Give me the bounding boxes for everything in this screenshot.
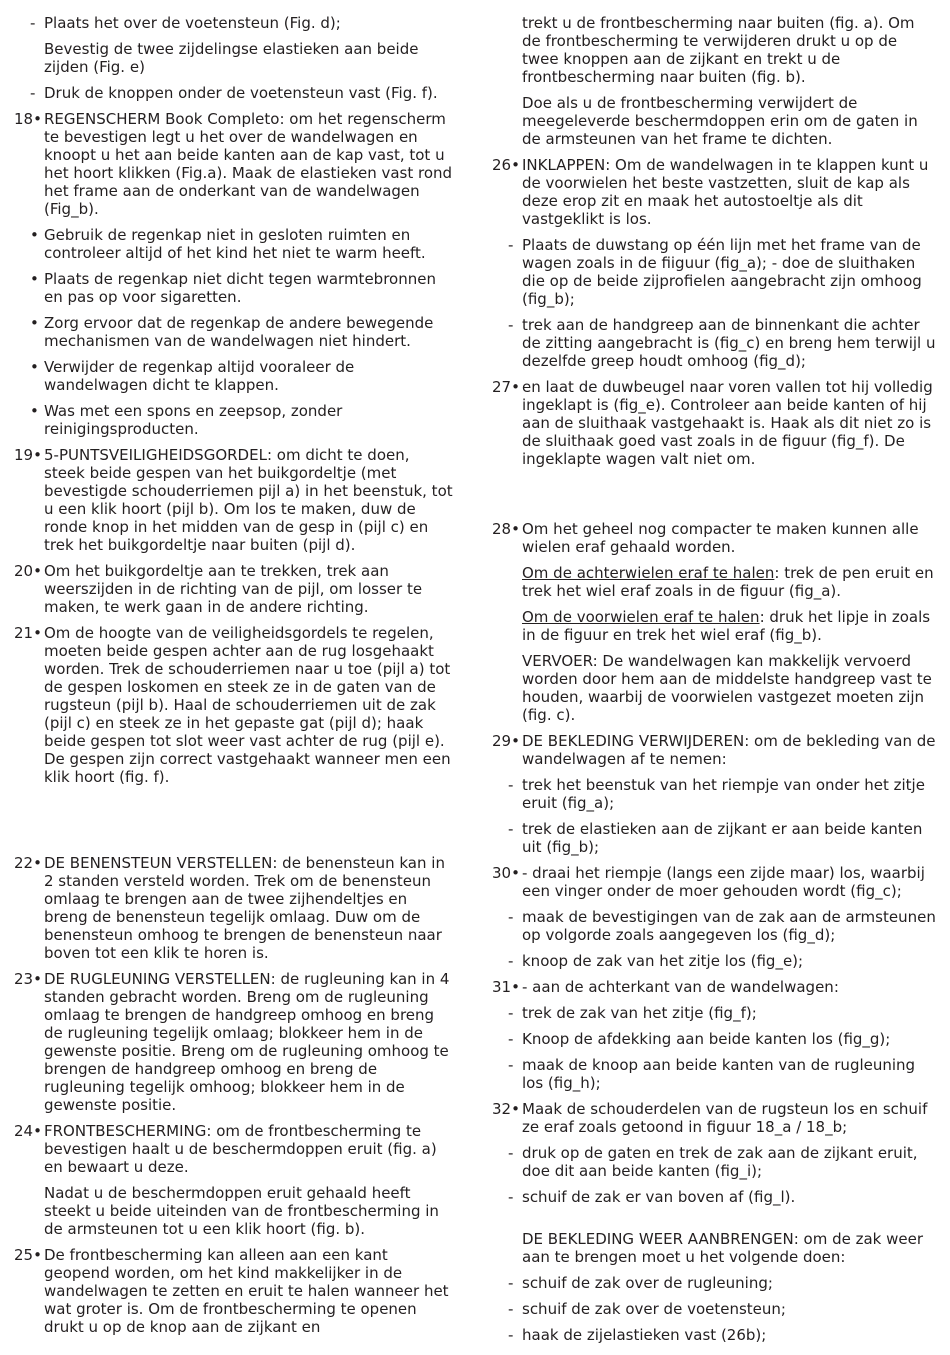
paragraph-text: De frontbescherming kan alleen aan een kant geopend worden, om het kind makkelijker in de wandelwagen te zetten en eruit te halen wanneer het wat groter is. Om de frontbescherming te openen drukt u op de knop aan de zijkant en xyxy=(44,1246,449,1336)
paragraph-text: Plaats de duwstang op één lijn met het frame van de wagen zoals in de fiiguur (fig_a); - doe de sluithaken die op de beide zijprofielen aangebracht zijn omhoog (fig_b); xyxy=(522,236,922,308)
paragraph-text: haak de zijelastieken vast (26b); xyxy=(522,1326,767,1344)
list-item xyxy=(14,14,454,32)
paragraph-text xyxy=(522,564,938,600)
paragraph-text: Maak de schouderdelen van de rugsteun los en schuif ze eraf zoals getoond in figuur 18_a / 18_b; xyxy=(522,1100,928,1136)
numbered-paragraph xyxy=(14,854,454,962)
item-number: 29• xyxy=(492,732,520,750)
paragraph-text: schuif de zak er van boven af (fig_l). xyxy=(522,1188,796,1206)
item-number: 19• xyxy=(14,446,42,464)
item-number: 30• xyxy=(492,864,520,882)
paragraph-text: Druk de knoppen onder de voetensteun vast (Fig. f). xyxy=(44,84,438,102)
paragraph-text: Om het buikgordeltje aan te trekken, trek aan weerszijden in de richting van de pijl, om losser te maken, te werk gaan in de andere richting. xyxy=(44,562,423,616)
paragraph-text: trekt u de frontbescherming naar buiten (fig. a). Om de frontbescherming te verwijderen drukt u op de twee knoppen aan de zijkant en trekt u de frontbescherming naar buiten (fig. b). xyxy=(522,14,915,86)
list-item xyxy=(492,776,938,812)
paragraph-text: Plaats de regenkap niet dicht tegen warmtebronnen en pas op voor sigaretten. xyxy=(44,270,436,306)
item-number: 21• xyxy=(14,624,42,642)
paragraph xyxy=(14,40,454,76)
numbered-paragraph xyxy=(492,978,938,996)
numbered-paragraph xyxy=(492,156,938,228)
item-number: 24• xyxy=(14,1122,42,1140)
paragraph xyxy=(492,1230,938,1266)
item-number: 25• xyxy=(14,1246,42,1264)
numbered-paragraph xyxy=(492,732,938,768)
paragraph-text xyxy=(522,608,938,644)
paragraph-text: maak de bevestigingen van de zak aan de armsteunen op volgorde zoals aangegeven los (fig_d); xyxy=(522,908,936,944)
bullet-marker: - xyxy=(508,908,514,926)
item-number: 23• xyxy=(14,970,42,988)
bullet-marker: - xyxy=(508,1188,514,1206)
bullet-marker: - xyxy=(508,316,514,334)
paragraph-text: Om de hoogte van de veiligheidsgordels te regelen, moeten beide gespen achter aan de rug losgehaakt worden. Trek de schouderriemen naar u toe (pijl a) tot de gespen loskomen en steek ze in de gaten van de rugsteun (pijl b). Haal de schouderriemen uit de zak (pijl c) en steek ze in het gepaste gat (pijl d); haak beide gespen tot slot weer vast achter de rug (pijl e). De gespen zijn correct vastgehaakt wanneer men een klik hoort (fig. f). xyxy=(44,624,451,786)
paragraph-text: REGENSCHERM Book Completo: om het regenscherm te bevestigen legt u het over de wandelwagen en knoopt u het aan beide kanten aan de kap vast, tot u het hoort klikken (Fig.a). Maak de elastieken vast rond het frame aan de onderkant van de wandelwagen (Fig_b). xyxy=(44,110,453,218)
bullet-marker: • xyxy=(30,358,39,376)
list-item xyxy=(14,84,454,102)
paragraph-text: 5-PUNTSVEILIGHEIDSGORDEL: om dicht te doen, steek beide gespen van het buikgordeltje (met bevestigde schouderriemen pijl a) in het beenstuk, tot u een klik hoort (pijl b). Om los te maken, duw de ronde knop in het midden van de gesp in (pijl c) en trek het buikgordeltje naar buiten (pijl d). xyxy=(44,446,453,554)
paragraph-text: trek de zak van het zitje (fig_f); xyxy=(522,1004,757,1022)
list-item xyxy=(492,1144,938,1180)
paragraph-text: Verwijder de regenkap altijd vooraleer de wandelwagen dicht te klappen. xyxy=(44,358,355,394)
paragraph-text: Plaats het over de voetensteun (Fig. d); xyxy=(44,14,341,32)
list-item xyxy=(492,1188,938,1206)
paragraph-text: Was met een spons en zeepsop, zonder reinigingsproducten. xyxy=(44,402,343,438)
item-number: 31• xyxy=(492,978,520,996)
paragraph-text: DE BEKLEDING WEER AANBRENGEN: om de zak weer aan te brengen moet u het volgende doen: xyxy=(522,1230,924,1266)
paragraph-text: trek het beenstuk van het riempje van onder het zitje eruit (fig_a); xyxy=(522,776,925,812)
paragraph-text: trek aan de handgreep aan de binnenkant die achter de zitting aangebracht is (fig_c) en breng hem terwijl u dezelfde greep houdt omhoog (fig_d); xyxy=(522,316,936,370)
list-item xyxy=(492,1274,938,1292)
paragraph-text: trek de elastieken aan de zijkant er aan beide kanten uit (fig_b); xyxy=(522,820,923,856)
paragraph xyxy=(492,608,938,644)
list-item xyxy=(492,908,938,944)
paragraph-text: - aan de achterkant van de wandelwagen: xyxy=(522,978,839,996)
item-number: 22• xyxy=(14,854,42,872)
list-item xyxy=(14,226,454,262)
bullet-marker: - xyxy=(508,1326,514,1344)
bullet-marker: - xyxy=(508,1300,514,1318)
list-item xyxy=(492,1030,938,1048)
bullet-marker: - xyxy=(508,1144,514,1162)
paragraph-text: knoop de zak van het zitje los (fig_e); xyxy=(522,952,804,970)
paragraph-text: DE BEKLEDING VERWIJDEREN: om de bekleding van de wandelwagen af te nemen: xyxy=(522,732,936,768)
bullet-marker: - xyxy=(508,776,514,794)
list-item xyxy=(492,952,938,970)
list-item xyxy=(492,820,938,856)
paragraph-text: VERVOER: De wandelwagen kan makkelijk vervoerd worden door hem aan de middelste handgreep vast te houden, waarbij de voorwielen vastgezet moeten zijn (fig. c). xyxy=(522,652,932,724)
list-item xyxy=(14,402,454,438)
paragraph-body: : druk het lipje in zoals in de figuur en trek het wiel eraf (fig_b). xyxy=(522,608,931,644)
paragraph-text: Bevestig de twee zijdelingse elastieken aan beide zijden (Fig. e) xyxy=(44,40,419,76)
bullet-marker: - xyxy=(508,1004,514,1022)
list-item xyxy=(492,1056,938,1092)
paragraph xyxy=(492,564,938,600)
numbered-paragraph xyxy=(14,1246,454,1336)
right-column xyxy=(492,14,938,1352)
paragraph-text: Knoop de afdekking aan beide kanten los (fig_g); xyxy=(522,1030,891,1048)
list-item xyxy=(14,270,454,306)
paragraph xyxy=(492,94,938,148)
paragraph-text: Doe als u de frontbescherming verwijdert de meegeleverde beschermdoppen erin om de gaten in de armsteunen van het frame te dichten. xyxy=(522,94,918,148)
bullet-marker: - xyxy=(508,820,514,838)
bullet-marker: - xyxy=(508,1056,514,1074)
paragraph-text: DE BENENSTEUN VERSTELLEN: de benensteun kan in 2 standen versteld worden. Trek om de benensteun omlaag te brengen aan de twee zijhendeltjes en breng de benensteun tegelijk omlaag. Duw om de benensteun omhoog te brengen de benensteun naar boven tot een klik te horen is. xyxy=(44,854,445,962)
item-number: 28• xyxy=(492,520,520,538)
numbered-paragraph xyxy=(14,1122,454,1176)
list-item xyxy=(492,316,938,370)
paragraph-text: Zorg ervoor dat de regenkap de andere bewegende mechanismen van de wandelwagen niet hindert. xyxy=(44,314,434,350)
bullet-marker: • xyxy=(30,270,39,288)
list-item xyxy=(492,1326,938,1344)
list-item xyxy=(492,1004,938,1022)
bullet-marker: - xyxy=(508,236,514,254)
paragraph-text: Om het geheel nog compacter te maken kunnen alle wielen eraf gehaald worden. xyxy=(522,520,919,556)
item-number: 26• xyxy=(492,156,520,174)
paragraph xyxy=(492,652,938,724)
underlined-heading: Om de voorwielen eraf te halen xyxy=(522,608,760,626)
paragraph-text: druk op de gaten en trek de zak aan de zijkant eruit, doe dit aan beide kanten (fig_i); xyxy=(522,1144,918,1180)
numbered-paragraph xyxy=(14,446,454,554)
bullet-marker: - xyxy=(508,952,514,970)
numbered-paragraph xyxy=(14,110,454,218)
paragraph-text: - draai het riempje (langs een zijde maar) los, waarbij een vinger onder de moer gehouden wordt (fig_c); xyxy=(522,864,925,900)
item-number: 27• xyxy=(492,378,520,396)
bullet-marker: - xyxy=(508,1274,514,1292)
left-column xyxy=(14,14,454,1344)
paragraph-text: DE RUGLEUNING VERSTELLEN: de rugleuning kan in 4 standen gebracht worden. Breng om de rugleuning omlaag te brengen de handgreep omhoog en breng de rugleuning tegelijk omlaag; blokkeer hem in de gewenste positie. Breng om de rugleuning omhoog te brengen de handgreep omhoog en breng de rugleuning tegelijk omhoog; blokkeer hem in de gewenste positie. xyxy=(44,970,450,1114)
paragraph xyxy=(492,14,938,86)
paragraph-text: Nadat u de beschermdoppen eruit gehaald heeft steekt u beide uiteinden van de frontbescherming in de armsteunen tot u een klik hoort (fig. b). xyxy=(44,1184,439,1238)
bullet-marker: • xyxy=(30,314,39,332)
paragraph-text: FRONTBESCHERMING: om de frontbescherming te bevestigen haalt u de beschermdoppen eruit (fig. a) en bewaart u deze. xyxy=(44,1122,437,1176)
list-item xyxy=(492,1300,938,1318)
paragraph-text: en laat de duwbeugel naar voren vallen tot hij volledig ingeklapt is (fig_e). Controleer aan beide kanten of hij aan de sluithaak vastgehaakt is. Haak als dit niet zo is de sluithaak goed vast zoals in de figuur (fig_f). De ingeklapte wagen valt niet om. xyxy=(522,378,933,468)
paragraph-text: INKLAPPEN: Om de wandelwagen in te klappen kunt u de voorwielen het beste vastzetten, sluit de kap als deze erop zit en maak het autostoeltje als dit vastgeklikt is los. xyxy=(522,156,929,228)
paragraph-text: schuif de zak over de rugleuning; xyxy=(522,1274,773,1292)
paragraph xyxy=(14,1184,454,1238)
numbered-paragraph xyxy=(492,864,938,900)
list-item xyxy=(14,358,454,394)
list-item xyxy=(492,236,938,308)
paragraph-text: Gebruik de regenkap niet in gesloten ruimten en controleer altijd of het kind het niet te warm heeft. xyxy=(44,226,426,262)
item-number: 18• xyxy=(14,110,42,128)
list-item xyxy=(14,314,454,350)
item-number: 32• xyxy=(492,1100,520,1118)
paragraph-text: maak de knoop aan beide kanten van de rugleuning los (fig_h); xyxy=(522,1056,916,1092)
numbered-paragraph xyxy=(492,1100,938,1136)
bullet-marker: - xyxy=(508,1030,514,1048)
item-number: 20• xyxy=(14,562,42,580)
paragraph-text: schuif de zak over de voetensteun; xyxy=(522,1300,786,1318)
bullet-marker: • xyxy=(30,226,39,244)
numbered-paragraph xyxy=(14,562,454,616)
paragraph-body: : trek de pen eruit en trek het wiel eraf zoals in de figuur (fig_a). xyxy=(522,564,934,600)
bullet-marker: - xyxy=(30,14,36,32)
bullet-marker: • xyxy=(30,402,39,420)
underlined-heading: Om de achterwielen eraf te halen xyxy=(522,564,775,582)
bullet-marker: - xyxy=(30,84,36,102)
numbered-paragraph xyxy=(492,520,938,556)
numbered-paragraph xyxy=(14,970,454,1114)
numbered-paragraph xyxy=(492,378,938,468)
numbered-paragraph xyxy=(14,624,454,786)
